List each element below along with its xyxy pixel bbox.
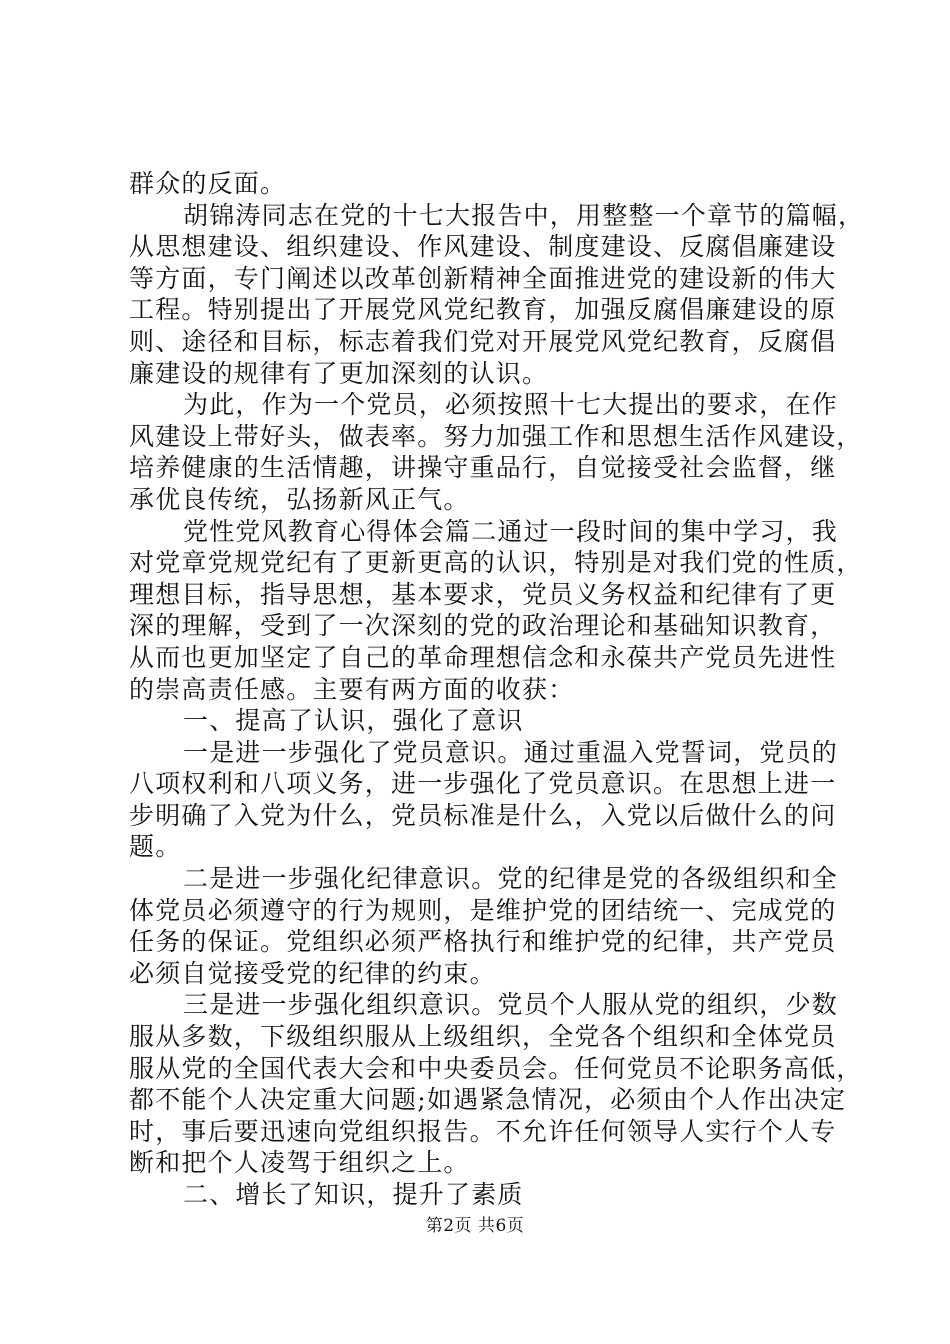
text-line: 培养健康的生活情趣，讲操守重品行，自觉接受社会监督，继 — [129, 453, 837, 483]
text-line: 风建设上带好头，做表率。努力加强工作和思想生活作风建设， — [129, 421, 863, 451]
text-line: 胡锦涛同志在党的十七大报告中，用整整一个章节的篇幅， — [183, 200, 865, 230]
text-line: 群众的反面。 — [129, 169, 287, 198]
text-line: 服从多数，下级组织服从上级组织，全党各个组织和全体党员 — [129, 1022, 837, 1052]
text-line: 从思想建设、组织建设、作风建设、制度建设、反腐倡廉建设 — [129, 232, 837, 262]
text-line: 则、途径和目标，标志着我们党对开展党风党纪教育，反腐倡 — [129, 326, 837, 356]
text-line: 党性党风教育心得体会篇二通过一段时间的集中学习，我 — [183, 516, 839, 546]
document-body — [129, 168, 865, 1211]
page-footer: 第2页 共6页 — [425, 1216, 525, 1236]
text-line: 对党章党规党纪有了更新更高的认识，特别是对我们党的性质， — [129, 548, 863, 578]
text-line: 工程。特别提出了开展党风党纪教育，加强反腐倡廉建设的原 — [129, 295, 837, 325]
text-line: 步明确了入党为什么，党员标准是什么，入党以后做什么的问 — [129, 800, 837, 830]
text-line: 的崇高责任感。主要有两方面的收获： — [129, 674, 575, 704]
text-line: 八项权利和八项义务，进一步强化了党员意识。在思想上进一 — [129, 769, 837, 799]
text-line: 二是进一步强化纪律意识。党的纪律是党的各级组织和全 — [183, 864, 839, 894]
text-line: 为此，作为一个党员，必须按照十七大提出的要求，在作 — [183, 390, 839, 420]
text-line: 等方面，专门阐述以改革创新精神全面推进党的建设新的伟大 — [129, 263, 837, 293]
text-line: 必须自觉接受党的纪律的约束。 — [129, 958, 496, 988]
text-line: 从而也更加坚定了自己的革命理想信念和永葆共产党员先进性 — [129, 642, 837, 672]
text-line: 断和把个人凌驾于组织之上。 — [129, 1148, 470, 1178]
text-line: 都不能个人决定重大问题;如遇紧急情况，必须由个人作出决定 — [129, 1085, 847, 1115]
text-line: 题。 — [129, 832, 182, 862]
text-line: 二、增长了知识，提升了素质 — [183, 1180, 524, 1209]
text-line: 一、提高了认识，强化了意识 — [183, 706, 524, 736]
text-line: 深的理解，受到了一次深刻的党的政治理论和基础知识教育， — [129, 611, 837, 641]
text-line: 一是进一步强化了党员意识。通过重温入党誓词，党员的 — [183, 737, 839, 767]
text-line: 理想目标，指导思想，基本要求，党员义务权益和纪律有了更 — [129, 579, 837, 609]
text-line: 时，事后要迅速向党组织报告。不允许任何领导人实行个人专 — [129, 1116, 837, 1146]
text-line: 承优良传统，弘扬新风正气。 — [129, 484, 470, 514]
text-line: 三是进一步强化组织意识。党员个人服从党的组织，少数 — [183, 990, 839, 1020]
text-line: 任务的保证。党组织必须严格执行和维护党的纪律，共产党员 — [129, 927, 837, 957]
text-line: 服从党的全国代表大会和中央委员会。任何党员不论职务高低， — [129, 1053, 863, 1083]
text-line: 廉建设的规律有了更加深刻的认识。 — [129, 358, 549, 388]
text-line: 体党员必须遵守的行为规则，是维护党的团结统一、完成党的 — [129, 895, 837, 925]
